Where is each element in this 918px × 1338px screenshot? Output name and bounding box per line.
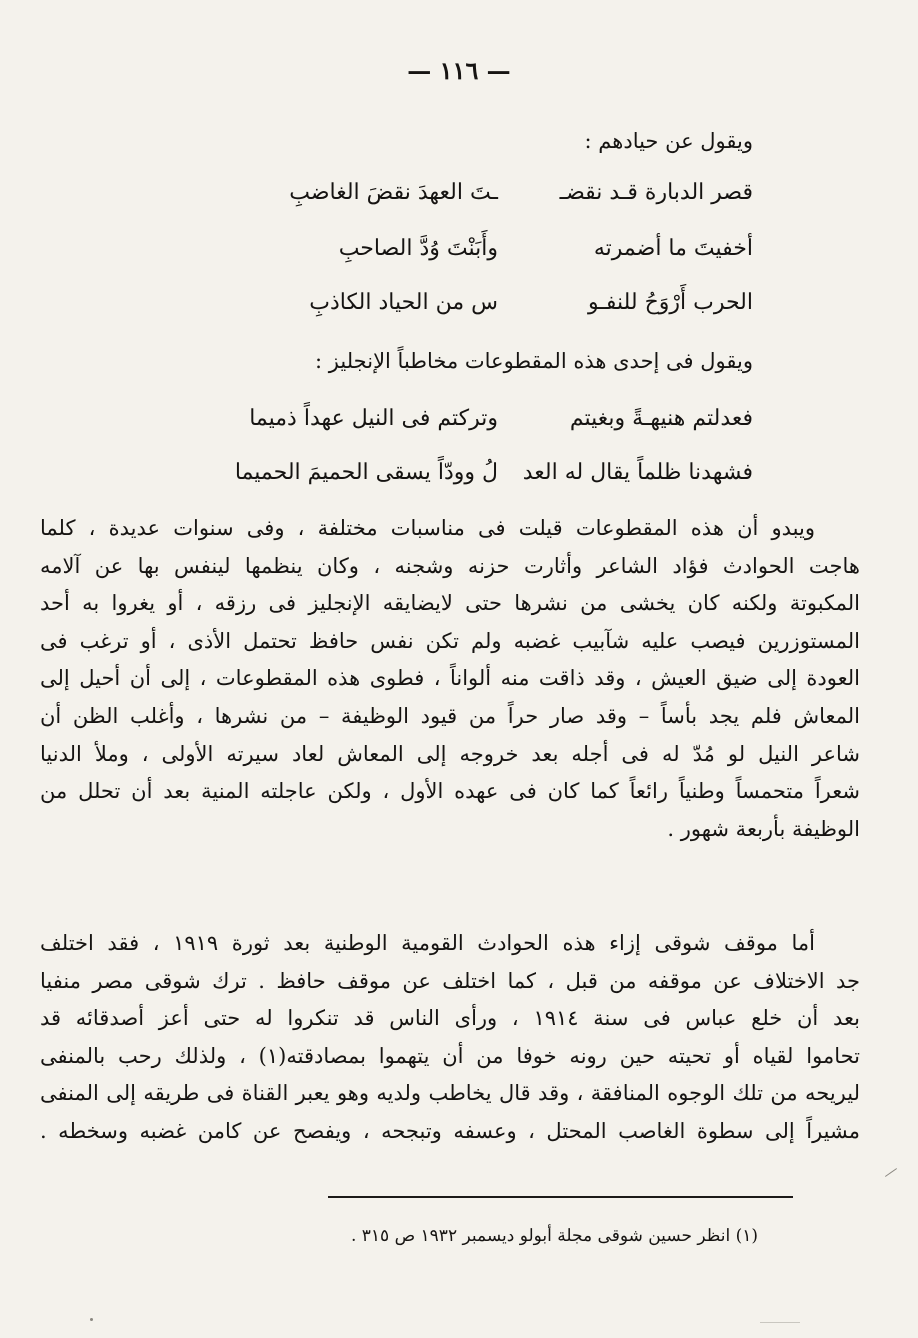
text-line: تحاموا لقياه أو تحيته حين رونه خوفا من أن يتهموا بمصادقته(١) ، ولذلك رحب بالمنفى — [40, 1043, 860, 1068]
poem-hemistich: س من الحياد الكاذبِ — [309, 290, 498, 315]
paragraph-2 — [40, 925, 860, 1151]
text-line: المكبوتة ولكنه كان يخشى من نشرها حتى لايضايقه الإنجليز فى رزقه ، أو يغروا به أحد — [40, 591, 860, 616]
text-line: بعد أن خلع عباس فى سنة ١٩١٤ ، ورأى الناس قد تنكروا له حتى أعز أصدقائه قد — [40, 1006, 860, 1031]
poem-hemistich: أخفيتَ ما أضمرته — [593, 236, 753, 261]
text-line: شعراً متحمساً وطنياً رائعاً كما كان فى عهده الأول ، ولكن عاجلته المنية بعد أن تحلل من — [40, 779, 860, 804]
scan-mark — [885, 1168, 897, 1177]
poem-hemistich: وتركتم فى النيل عهداً ذميما — [249, 406, 498, 431]
text-line: المستوزرين فيصب عليه شآبيب غضبه ولم تكن نفس حافظ تحتمل الأذى ، أو ترغب فى — [40, 628, 860, 653]
page-number: — ١١٦ — — [407, 56, 511, 85]
text-line: أما موقف شوقى إزاء هذه الحوادث القومية الوطنية بعد ثورة ١٩١٩ ، فقد اختلف — [40, 931, 815, 955]
paragraph-1 — [40, 510, 860, 848]
text-line: هاجت الحوادث فؤاد الشاعر وأثارت حزنه وشجنه ، وكان ينظمها لينفس بها عن آلامه — [40, 553, 860, 578]
text-line: ليريحه من تلك الوجوه المنافقة ، وقد قال يخاطب ولديه وهو يعبر القناة فى طريقه إلى المنفى — [40, 1081, 860, 1106]
poem-hemistich: قصر الدبارة قـد نقضـ — [559, 180, 753, 205]
text-line: المعاش فلم يجد بأساً – وقد صار حراً من قيود الوظيفة – من نشرها ، وأغلب الظن أن — [40, 703, 861, 728]
intro-line-1: ويقول عن حيادهم : — [584, 129, 753, 153]
poem-hemistich: وأَبَنْتَ وُدَّ الصاحبِ — [338, 236, 498, 261]
poem-hemistich: فعدلتم هنيهـةً وبغيتم — [569, 406, 753, 431]
scan-mark — [90, 1318, 93, 1321]
poem-hemistich: لُ وودّاً يسقى الحميمَ الحميما — [234, 460, 498, 485]
text-line: الوظيفة بأربعة شهور . — [667, 816, 860, 841]
text-line: العودة إلى ضيق العيش ، وقد ذاقت منه ألواناً ، فطوى هذه المقطوعات ، إلى أن أحيل إلى — [40, 666, 860, 691]
text-line: ويبدو أن هذه المقطوعات قيلت فى مناسبات مختلفة ، وفى سنوات عديدة ، كلما — [40, 516, 815, 540]
footnote: (١) انظر حسين شوقى مجلة أبولو ديسمبر ١٩٣٢ ص ٣١٥ . — [350, 1226, 758, 1246]
footnote-rule — [328, 1196, 793, 1198]
poem-hemistich: الحرب أَرْوَحُ للنفـو — [588, 290, 753, 315]
text-line: جد الاختلاف عن موقفه من قبل ، كما اختلف عن موقف حافظ . ترك شوقى مصر منفيا — [40, 968, 860, 993]
scan-mark — [760, 1322, 800, 1323]
poem-hemistich: ـتَ العهدَ نقضَ الغاضبِ — [289, 180, 498, 205]
poem-hemistich: فشهدنا ظلماً يقال له العد — [522, 460, 753, 485]
text-line: شاعر النيل لو مُدّ له فى أجله بعد خروجه إلى المعاش لعاد سيرته الأولى ، وملأ الدنيا — [40, 741, 860, 766]
text-line: مشيراً إلى سطوة الغاصب المحتل ، وعسفه وتبجحه ، ويفصح عن كامن غضبه وسخطه . — [40, 1118, 860, 1143]
intro-line-2: ويقول فى إحدى هذه المقطوعات مخاطباً الإنجليز : — [315, 349, 753, 373]
